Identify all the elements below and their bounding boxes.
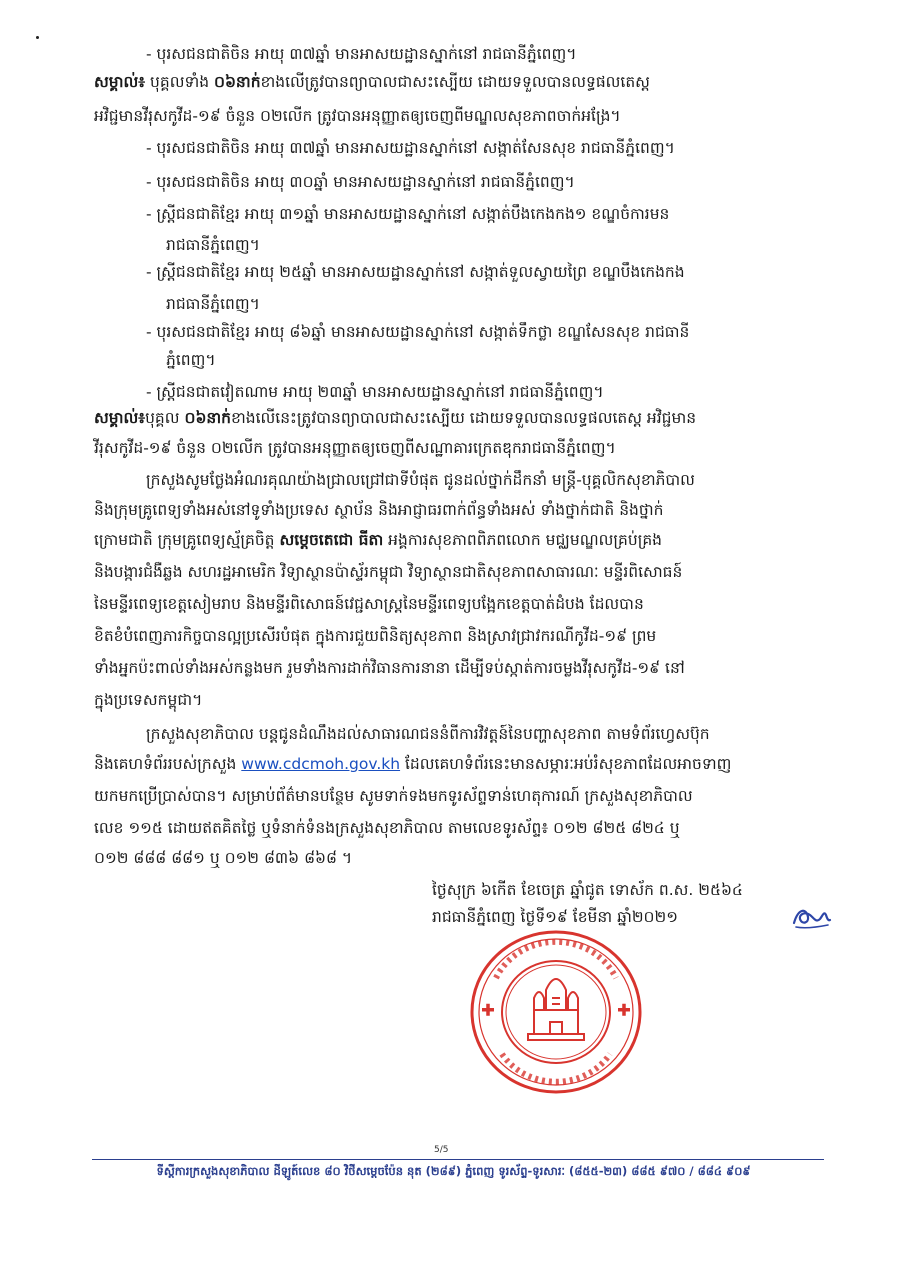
thanks-paragraph-line: [94, 530, 662, 550]
thanks-paragraph-line: និងក្រុមគ្រូពេទ្យទាំងអស់នៅទូទាំងប្រទេស ស្ថាប័ន និងអាជ្ញាធរពាក់ព័ន្ធទាំងអស់ ទាំងថ្នាក់ជាតិ និងថ្នាក់: [94, 501, 664, 519]
info-paragraph-line: ក្រសួងសុខាភិបាល បន្តជូនដំណឹងដល់សាធារណជននំពីការវិវត្តន៍នៃបញ្ហាសុខភាព តាមទំព័រហ្វេសប៊ុក: [146, 725, 710, 743]
page-number: 5/5: [434, 1145, 449, 1155]
footer-address: ទីស្តីការក្រសួងសុខាភិបាល ដីឡូត៍លេខ ៨០ វិថីសម្តេចប៉ែន នុត (២៨៩) ភ្នំពេញ ទូរស័ព្ទ-ទូរសារៈ (៨៥៥-២៣) ៨៨៥ ៩៧០ / ៨៨៤ ៩០៩: [156, 1164, 751, 1178]
date-solar: រាជធានីភ្នំពេញ ថ្ងៃទី១៩ ខែមីនា ឆ្នាំ២០២១: [432, 908, 678, 926]
note-1-line-1: [94, 72, 650, 92]
list-item-continued: ភ្នំពេញ។: [166, 351, 216, 369]
list-item: - ស្ត្រីជនជាតិខ្មែរ អាយុ ៣១ឆ្នាំ មានអាសយដ្ឋានស្នាក់នៅ សង្កាត់បឹងកេងកង១ ខណ្ឌចំការមន: [146, 205, 670, 223]
note-1-line-2: អវិជ្ជមានវីរុសកូវីដ-១៩ ចំនួន ០២លើក ត្រូវបានអនុញ្ញាតឲ្យចេញពីមណ្ឌលសុខភាពចាក់អង្រែ។: [94, 107, 621, 125]
list-item: - បុរសជនជាតិខ្មែរ អាយុ ៨៦ឆ្នាំ មានអាសយដ្ឋានស្នាក់នៅ សង្កាត់ទឹកថ្លា ខណ្ឌសែនសុខ រាជធានី: [146, 323, 690, 341]
info-text: និងគេហទំព័ររបស់ក្រសួង: [94, 755, 242, 773]
note-count: ០៦នាក់: [213, 73, 261, 91]
thanks-paragraph-line: និងបង្ការជំងឺឆ្លង សហរដ្ឋអាមេរិក វិទ្យាស្ថានប៉ាស្ទ័រកម្ពុជា វិទ្យាស្ថានជាតិសុខភាពសាធារណៈ មន្ទីរពិសោធន៍: [94, 563, 683, 581]
scan-dot: [36, 36, 39, 39]
footer-divider: [92, 1159, 824, 1160]
seal-icon: [468, 928, 644, 1096]
note-text: បុគ្គលទាំង: [145, 73, 214, 91]
list-item: - បុរសជនជាតិចិន អាយុ ៣៧ឆ្នាំ មានអាសយដ្ឋានស្នាក់នៅ សង្កាត់សែនសុខ រាជធានីភ្នំពេញ។: [146, 139, 675, 157]
list-item: - ស្ត្រីជនជាតិខ្មែរ អាយុ ២៥ឆ្នាំ មានអាសយដ្ឋានស្នាក់នៅ សង្កាត់ទួលស្វាយព្រៃ ខណ្ឌបឹងកេងកង: [146, 263, 685, 281]
volunteer-group-name: សម្តេចតេជោ ធីតា: [279, 531, 384, 549]
thanks-paragraph-line: នៃមន្ទីរពេទ្យខេត្តសៀមរាប និងមន្ទីរពិសោធន៍វេជ្ជសាស្ត្រនៃមន្ទីរពេទ្យបង្អែកខេត្តបាត់ដំបង ដែលបាន: [94, 595, 644, 613]
website-link[interactable]: www.cdcmoh.gov.kh: [241, 755, 401, 773]
thanks-paragraph-line: ក្នុងប្រទេសកម្ពុជា។: [94, 691, 203, 709]
list-item-continued: រាជធានីភ្នំពេញ។: [166, 236, 260, 254]
info-paragraph-line: លេខ ១១៥ ដោយឥតគិតថ្លៃ ឬទំនាក់ទំនងក្រសួងសុខាភិបាល តាមលេខទូរស័ព្ទ៖ ០១២ ៨២៥ ៨២៤ ឬ: [94, 819, 680, 837]
info-text: ដែលគេហទំព័រនេះមានសម្ភារៈអប់រំសុខភាពដែលអាចទាញ: [400, 755, 732, 773]
date-lunar: ថ្ងៃសុក្រ ៦កើត ខែចេត្រ ឆ្នាំជូត ទោស័ក ព.ស. ២៥៦៤: [432, 881, 743, 899]
note-text: បុគ្គល: [145, 409, 185, 427]
info-paragraph-line: [94, 754, 731, 774]
info-paragraph-line: យកមកប្រើប្រាស់បាន។ សម្រាប់ព័ត៌មានបន្ថែម សូមទាក់ទងមកទូរស័ព្ទទាន់ហេតុការណ៍ ក្រសួងសុខាភិបាល: [94, 787, 693, 805]
note-2-line-1: [94, 408, 696, 428]
thanks-paragraph-line: ក្រសួងសូមថ្លែងអំណរគុណយ៉ាងជ្រាលជ្រៅជាទីបំផុត ជូនដល់ថ្នាក់ដឹកនាំ មន្ត្រី-បុគ្គលិកសុខាភិបាល: [146, 471, 695, 489]
thanks-paragraph-line: ខិតខំបំពេញភារកិច្ចបានល្អប្រសើរបំផុត ក្នុងការជួយពិនិត្យសុខភាព និងស្រាវជ្រាវករណីកូវីដ-១៩ ព្រម: [94, 627, 657, 645]
note-count: ០៦នាក់: [184, 409, 232, 427]
note-label: សម្គាល់៖: [94, 409, 146, 427]
list-item: - បុរសជនជាតិចិន អាយុ ៣៧ឆ្នាំ មានអាសយដ្ឋានស្នាក់នៅ រាជធានីភ្នំពេញ។: [146, 45, 577, 63]
thanks-paragraph-line: ទាំងអ្នកប៉ះពាល់ទាំងអស់កន្លងមក រួមទាំងការដាក់វិធានការនានា ដើម្បីទប់ស្កាត់ការចម្លងវីរុសកូវីដ-១៩ នៅ: [94, 659, 685, 677]
thanks-text: ក្រោមជាតិ ក្រុមគ្រូពេទ្យស្ម័គ្រចិត្ត: [94, 531, 280, 549]
note-text: ខាងលើនេះត្រូវបានព្យាបាលជាសះស្បើយ ដោយទទួលបានលទ្ធផលតេស្ត អវិជ្ជមាន: [231, 409, 697, 427]
signature-icon: [790, 903, 832, 931]
list-item: - ស្ត្រីជនជាតវៀតណាម អាយុ ២៣ឆ្នាំ មានអាសយដ្ឋានស្នាក់នៅ រាជធានីភ្នំពេញ។: [146, 383, 604, 401]
note-2-line-2: វីរុសកូវីដ-១៩ ចំនួន ០២លើក ត្រូវបានអនុញ្ញាតឲ្យចេញពីសណ្ឋាគារក្រេតឌុករាជធានីភ្នំពេញ។: [94, 439, 616, 457]
note-label: សម្គាល់៖: [94, 73, 146, 91]
list-item: - បុរសជនជាតិចិន អាយុ ៣០ឆ្នាំ មានអាសយដ្ឋានស្នាក់នៅ រាជធានីភ្នំពេញ។: [146, 173, 575, 191]
note-text: ខាងលើត្រូវបានព្យាបាលជាសះស្បើយ ដោយទទួលបានលទ្ធផលតេស្ត: [260, 73, 650, 91]
thanks-text: អង្គការសុខភាពពិភពលោក មជ្ឈមណ្ឌលគ្រប់គ្រង: [383, 531, 663, 549]
info-paragraph-line: ០១២ ៨៨៨ ៨៨១ ឬ ០១២ ៨៣៦ ៨៦៨ ។: [94, 849, 353, 867]
list-item-continued: រាជធានីភ្នំពេញ។: [166, 295, 260, 313]
